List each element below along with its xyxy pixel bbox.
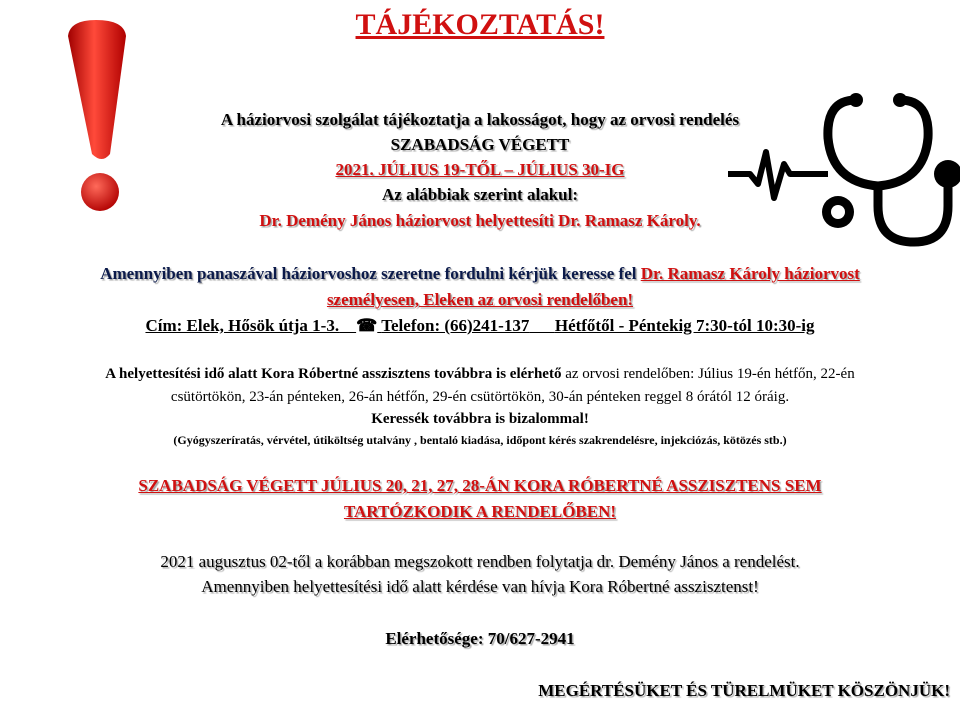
- opening-hours: Hétfőtől - Péntekig 7:30-tól 10:30-ig: [554, 316, 815, 335]
- services-text: (Gyógyszeríratás, vérvétel, útiköltség utalvány , bentaló kiadása, időpont kérés szakrendelésre, injekciózás, kötözés stb.): [173, 433, 787, 447]
- substitute-text: Dr. Demény János háziorvost helyettesíti Dr. Ramasz Károly.: [259, 211, 701, 230]
- contact-location: személyesen, Eleken az orvosi rendelőben!: [326, 290, 634, 309]
- resume-line-2: Amennyiben helyettesítési idő alatt kérdése van hívja Kora Róbertné asszisztenst!: [201, 577, 759, 596]
- phone-number: Telefon: (66)241-137: [381, 316, 530, 335]
- assistant-rest: az orvosi rendelőben: Július 19-én hétfőn, 22-én: [561, 366, 855, 382]
- contact-line: [0, 264, 960, 284]
- contact-pre: Amennyiben panaszával háziorvoshoz szeretne fordulni kérjük keresse fel: [100, 264, 641, 283]
- address: Cím: Elek, Hősök útja 1-3.: [145, 316, 340, 335]
- reach-text: Elérhetősége: 70/627-2941: [385, 629, 575, 648]
- warning-line-2: TARTÓZKODIK A RENDELŐBEN!: [343, 502, 617, 521]
- vacation-text: SZABADSÁG VÉGETT: [390, 135, 570, 154]
- thanks-text: MEGÉRTÉSÜKET ÉS TÜRELMÜKET KÖSZÖNJÜK!: [538, 681, 950, 700]
- phone-icon: ☎: [356, 316, 378, 335]
- page-title: TÁJÉKOZTATÁS!: [355, 8, 605, 41]
- contact-doctor: Dr. Ramasz Károly háziorvost: [640, 264, 860, 283]
- assistant-bold: A helyettesítési idő alatt Kora Róbertné asszisztens továbbra is elérhető: [105, 366, 562, 382]
- assistant-line-2: csütörtökön, 23-án pénteken, 26-án hétfőn, 29-én csütörtökön, 30-án pénteken reggel 8 órától 12 óráig.: [170, 389, 790, 405]
- as-follows-text: Az alábbiak szerint alakul:: [382, 185, 578, 204]
- date-range: 2021. JÚLIUS 19-TŐL – JÚLIUS 30-IG: [335, 160, 625, 179]
- assistant-line-1: [0, 366, 960, 383]
- intro-text: A háziorvosi szolgálat tájékoztatja a lakosságot, hogy az orvosi rendelés: [220, 110, 740, 129]
- address-line: [0, 316, 960, 336]
- trust-text: Keressék továbbra is bizalommal!: [371, 411, 589, 427]
- warning-line-1: SZABADSÁG VÉGETT JÚLIUS 20, 21, 27, 28-ÁN KORA RÓBERTNÉ ASSZISZTENS SEM: [138, 476, 822, 495]
- resume-line-1: 2021 augusztus 02-től a korábban megszokott rendben folytatja dr. Demény János a rendelést.: [160, 552, 800, 571]
